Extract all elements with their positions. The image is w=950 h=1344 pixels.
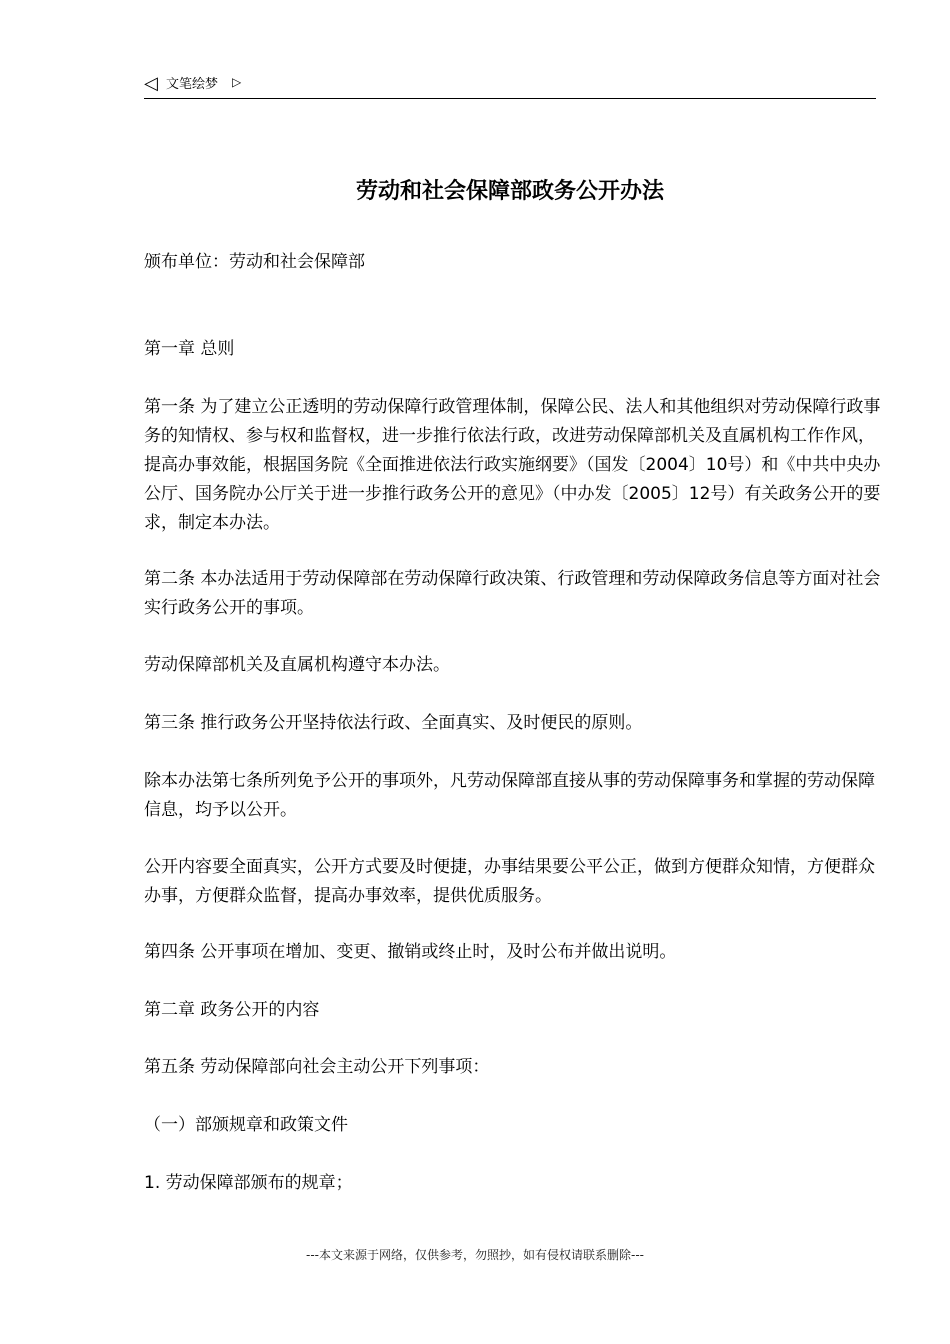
issuer-line: 颁布单位：劳动和社会保障部 bbox=[144, 252, 365, 272]
body-paragraph: 劳动保障部机关及直属机构遵守本办法。 bbox=[144, 655, 450, 675]
body-paragraph: 除本办法第七条所列免予公开的事项外，凡劳动保障部直接从事的劳动保障事务和掌握的劳动保障信息，均予以公开。 bbox=[144, 771, 875, 820]
list-item: 1. 劳动保障部颁布的规章； bbox=[144, 1173, 353, 1193]
footer-notice: ---本文来源于网络，仅供参考，勿照抄，如有侵权请联系删除--- bbox=[306, 1248, 644, 1262]
document-title: 劳动和社会保障部政务公开办法 bbox=[355, 179, 664, 204]
section-heading: （一）部颁规章和政策文件 bbox=[144, 1115, 348, 1135]
article-paragraph: 第五条 劳动保障部向社会主动公开下列事项： bbox=[144, 1057, 490, 1077]
article-paragraph: 第二条 本办法适用于劳动保障部在劳动保障行政决策、行政管理和劳动保障政务信息等方面对社会实行政务公开的事项。 bbox=[144, 569, 881, 618]
header-brand: 文笔绘梦 bbox=[166, 77, 219, 92]
page-header bbox=[144, 74, 876, 99]
article-paragraph: 第四条 公开事项在增加、变更、撤销或终止时，及时公布并做出说明。 bbox=[144, 942, 677, 962]
chapter-heading: 第二章 政务公开的内容 bbox=[144, 1000, 320, 1020]
article-paragraph: 第一条 为了建立公正透明的劳动保障行政管理体制，保障公民、法人和其他组织对劳动保障行政事务的知情权、参与权和监督权，进一步推行依法行政，改进劳动保障部机关及直属机构工作作风，提高办事效能，根据国务院《全面推进依法行政实施纲要》（国发〔2004〕10号）和《中共中央办公厅、国务院办公厅关于进一步推行政务公开的意见》（中办发〔2005〕12号）有关政务公开的要求，制定本办法。 bbox=[144, 397, 881, 533]
left-triangle-icon: ◁ bbox=[144, 73, 158, 94]
body-paragraph: 公开内容要全面真实，公开方式要及时便捷，办事结果要公平公正，做到方便群众知情，方便群众办事，方便群众监督，提高办事效率，提供优质服务。 bbox=[144, 857, 875, 906]
chapter-heading: 第一章 总则 bbox=[144, 339, 235, 359]
right-triangle-icon: ▷ bbox=[232, 75, 242, 89]
article-paragraph: 第三条 推行政务公开坚持依法行政、全面真实、及时便民的原则。 bbox=[144, 713, 643, 733]
